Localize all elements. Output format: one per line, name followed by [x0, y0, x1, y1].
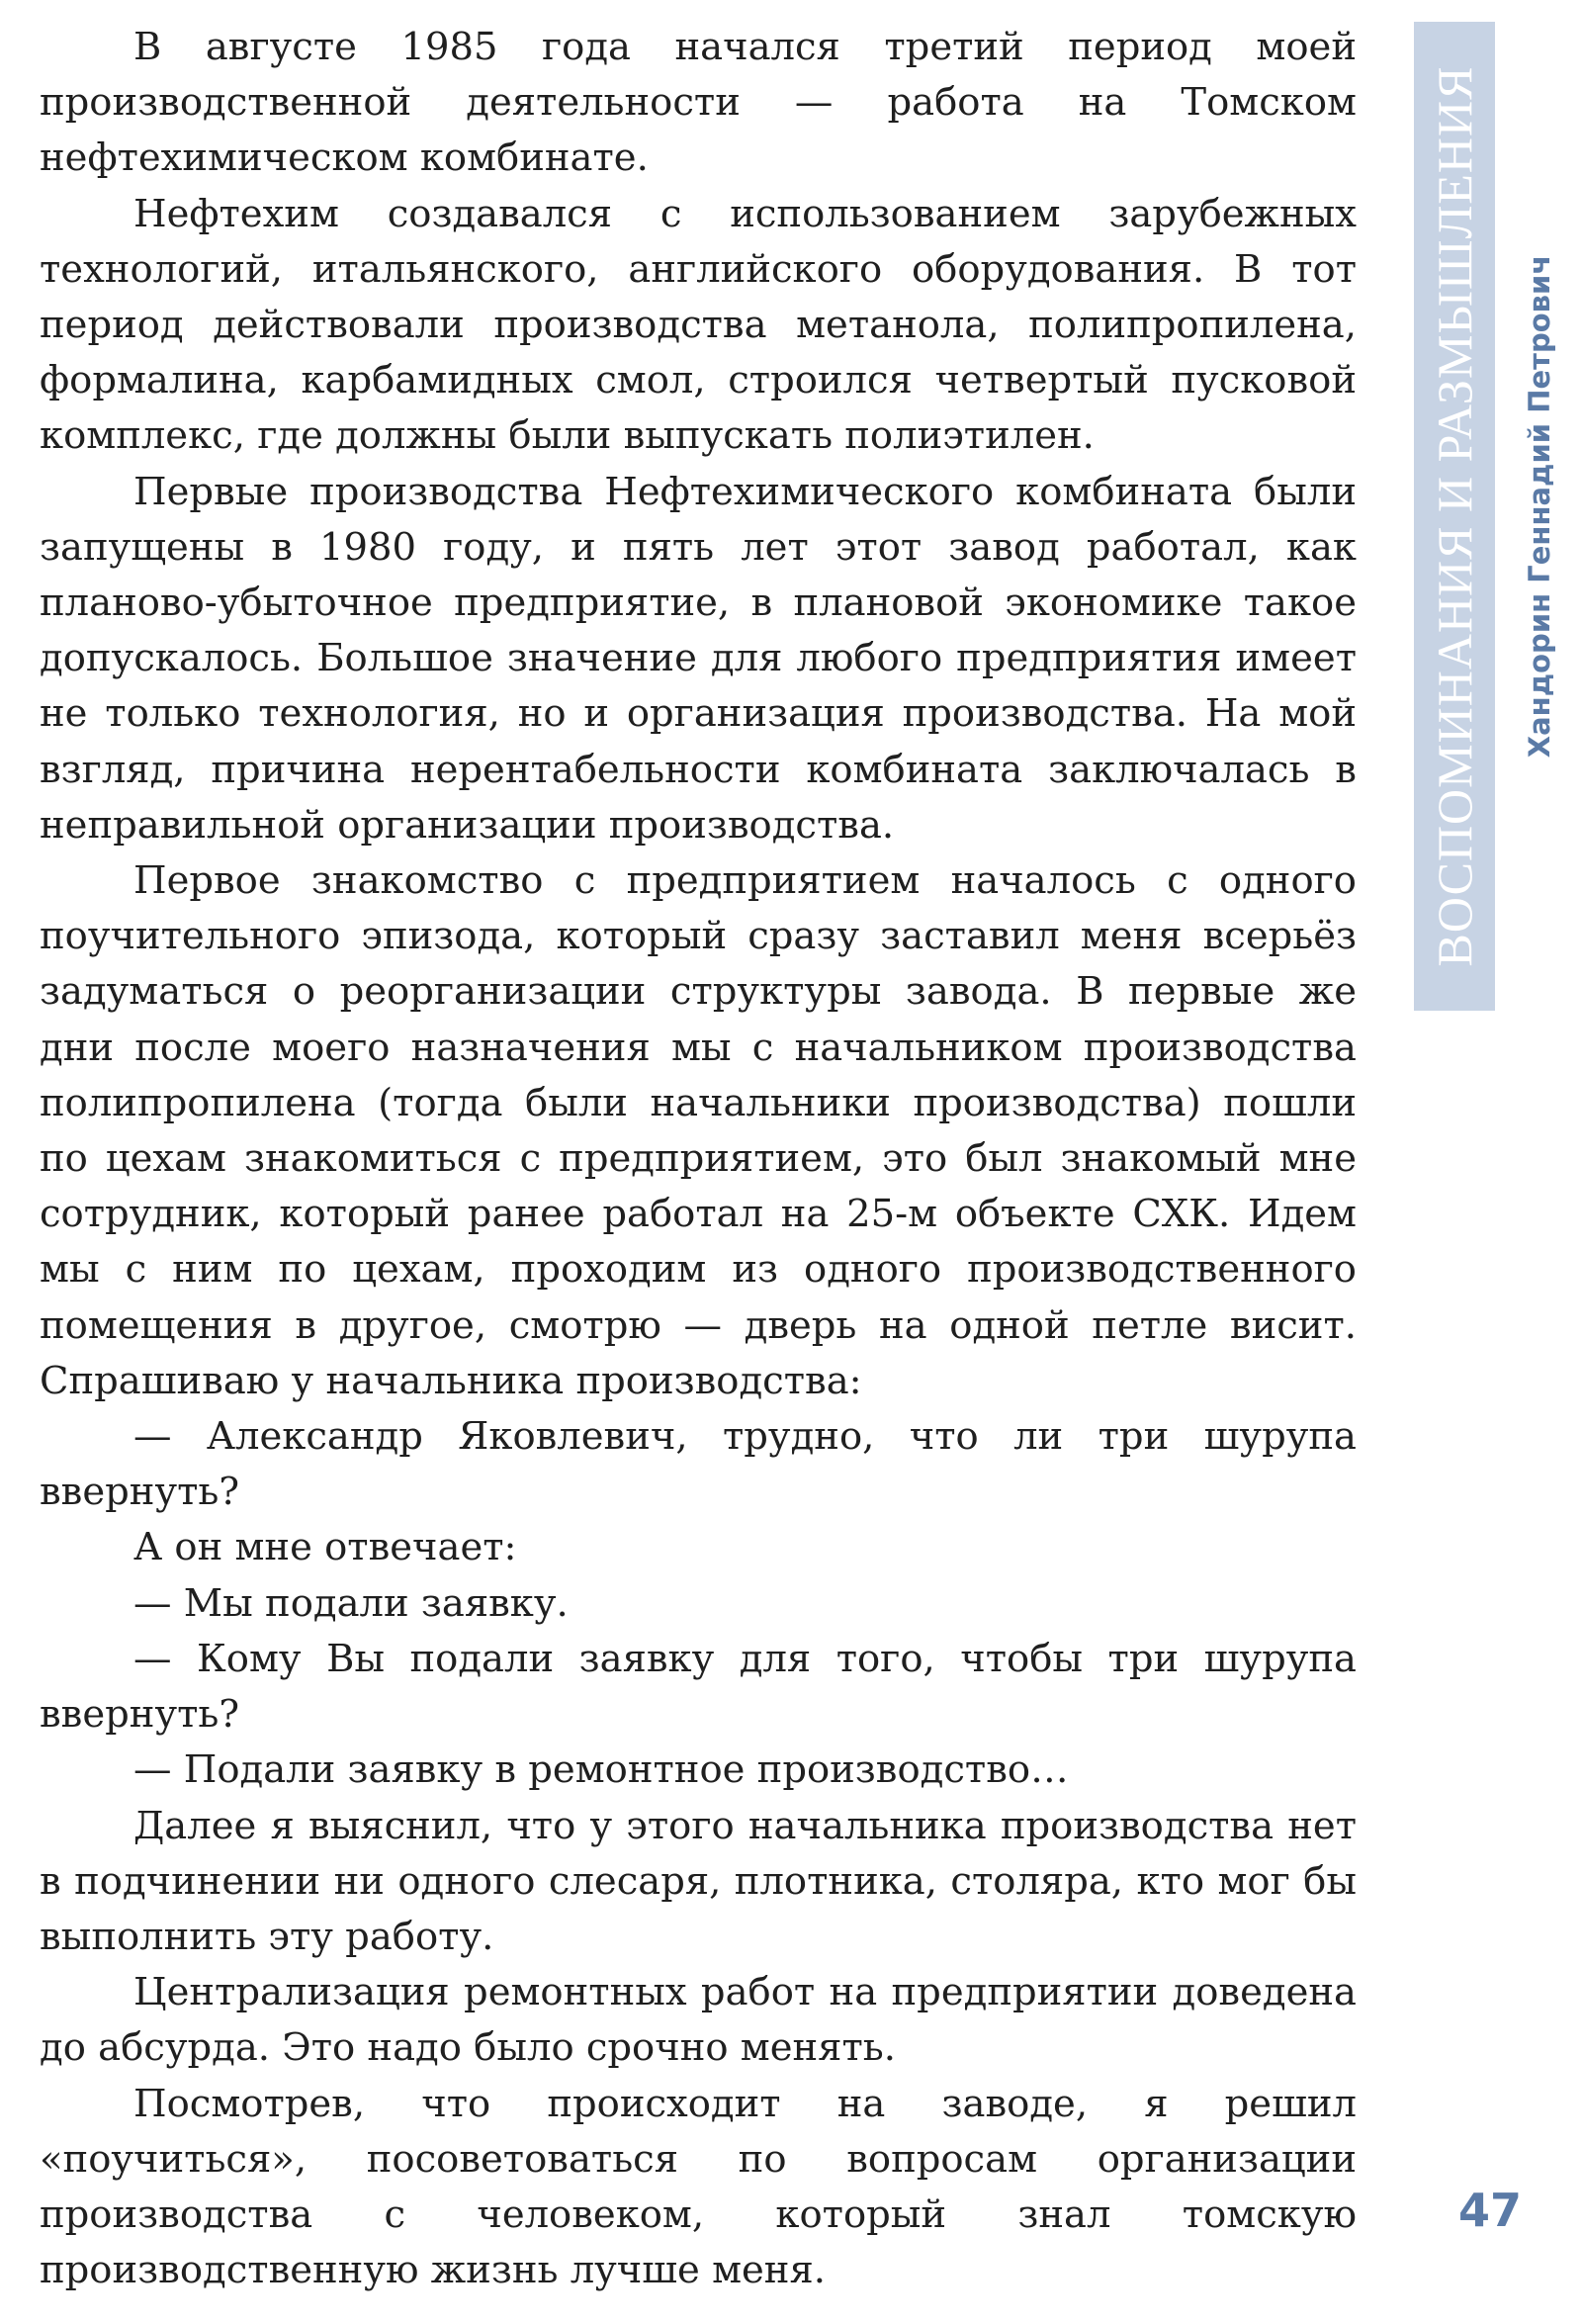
- paragraph-4: Первое знакомство с предприятием началось с одного поучительного эпизода, который сразу заставил меня всерьёз задуматься о реорганизации структуры завода. В первые же дни после моего назначения мы с начальником производства полипропилена (тогда были начальники производства) пошли по цехам знакомиться с предприятием, это был знакомый мне сотрудник, который ранее работал на 25-м объекте СХК. Идем мы с ним по цехам, проходим из одного производственного помещения в другое, смотрю — дверь на одной петле висит. Спрашиваю у начальника производства:: [40, 858, 1357, 1403]
- paragraph-7: Централизация ремонтных работ на предприятии доведена до абсурда. Это надо было срочно менять.: [40, 1970, 1357, 2071]
- paragraph-8: Посмотрев, что происходит на заводе, я решил «поучиться», посоветоваться по вопросам организации производства с человеком, который знал томскую производственную жизнь лучше меня.: [40, 2081, 1357, 2293]
- dialogue-line-4: — Подали заявку в ремонтное производство…: [133, 1747, 1069, 1793]
- paragraph-5: А он мне отвечает:: [133, 1525, 517, 1570]
- page-number: 47: [1457, 2184, 1522, 2237]
- dialogue-line-3: — Кому Вы подали заявку для того, чтобы три шурупа ввернуть?: [40, 1636, 1357, 1738]
- paragraph-1: В августе 1985 года начался третий период моей производственной деятельности — работа на Томском нефтехимическом комбинате.: [40, 25, 1357, 181]
- section-title: ВОСПОМИНАНИЯ И РАЗМЫШЛЕНИЯ: [1427, 65, 1482, 967]
- dialogue-line-1: — Александр Яковлевич, трудно, что ли три шурупа ввернуть?: [40, 1414, 1357, 1515]
- paragraph-6: Далее я выяснил, что у этого начальника производства нет в подчинении ни одного слесаря, плотника, столяра, кто мог бы выполнить эту работу.: [40, 1803, 1357, 1959]
- paragraph-3: Первые производства Нефтехимического комбината были запущены в 1980 году, и пять лет этот завод работал, как планово-убыточное предприятие, в плановой экономике такое допускалось. Большое значение для любого предприятия имеет не только технология, но и организация производства. На мой взгляд, причина нерентабельности комбината заключалась в неправильной организации производства.: [40, 469, 1357, 848]
- dialogue-line-2: — Мы подали заявку.: [133, 1580, 569, 1626]
- author-name: Хандорин Геннадий Петрович: [1523, 254, 1556, 759]
- paragraph-2: Нефтехим создавался с использованием зарубежных технологий, итальянского, английского оборудования. В тот период действовали производства метанола, полипропилена, формалина, карбамидных смол, строился четвертый пусковой комплекс, где должны были выпускать полиэтилен.: [40, 191, 1357, 459]
- body-text: [40, 20, 1357, 2298]
